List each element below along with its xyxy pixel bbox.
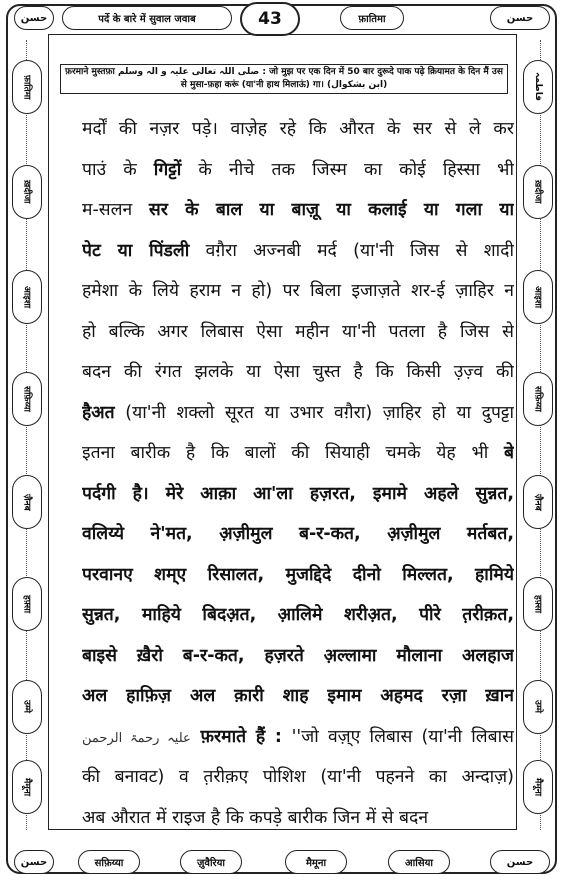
- left-medallion: सफ़िय्या: [12, 372, 42, 426]
- left-medallion: उम्मे: [12, 680, 42, 734]
- right-medallion: उम्मे: [523, 680, 553, 734]
- left-medallion: आइशा: [12, 270, 42, 324]
- text-line: अब औरात में राइज है कि कपड़े बारीक जिन में से बदन: [82, 807, 429, 828]
- farmaan-e-mustafa-box: [60, 64, 508, 94]
- text-line: पर्दगी है। मेरे आक़ा आ'ला हज़रत, इमामे अहले सुन्नत,: [82, 483, 514, 504]
- book-title-header: पर्दे के बारे में सुवाल जवाब: [62, 6, 232, 30]
- footer-label: ज़ुवैरिया: [180, 850, 242, 874]
- left-medallion: हफ़्सा: [12, 577, 42, 631]
- text-line: की बनावट) व त़रीक़ए पोशिश (या'नी पहनने का अन्दाज़): [82, 767, 514, 787]
- right-medallion: सफ़िय्या: [523, 372, 553, 426]
- text-line: इतना बारीक है कि बालों की सियाही चमके येह भी बे: [82, 443, 514, 463]
- left-medallion: ख़दीजा: [12, 165, 42, 219]
- text-line: पाउं के गिट्टों के नीचे तक जिस्म का कोई हिस्सा भी: [82, 159, 514, 180]
- text-line: علیہ رحمۃ الرحمن फ़रमाते हैं : ''जो वज़्ए लिबास (या'नी लिबास: [82, 726, 514, 747]
- right-medallion: ख़दीजा: [523, 165, 553, 219]
- corner-emblem-top-left: حسن: [14, 6, 54, 30]
- header-name-label: फ़ातिमा: [340, 6, 404, 30]
- corner-emblem-top-right: حسن: [490, 6, 550, 30]
- text-line: हो बल्कि अगर लिबास ऐसा महीन या'नी पतला है जिस से: [82, 321, 514, 342]
- text-line: हमेशा के लिये हराम न हो) पर बिला इजाज़ते शर-ई ज़ाहिर न: [82, 281, 514, 301]
- farmaan-line-2: से मुसा-फ़हा करूं (या'नी हाथ मिलाऊं) गा। (ابن بشکوال): [180, 80, 388, 90]
- text-line: हैअत (या'नी शक्लो सूरत या उभार वग़ैरा) ज़ाहिर हो या दुपट्टा: [82, 402, 514, 423]
- text-line: पेट या पिंडली वग़ैरा अज्नबी मर्द (या'नी जिस से शादी: [82, 240, 514, 261]
- left-medallion: ज़ैनब: [12, 475, 42, 529]
- footer-label: मैमूना: [285, 850, 347, 874]
- left-medallion: मैमूना: [12, 760, 42, 814]
- text-line: बदन की रंगत झलके या ऐसा चुस्त है कि किसी उ़ज़्व की: [82, 362, 514, 382]
- text-line: बाइसे ख़ैरो ब-र-कत, हज़रते अ़ल्लामा मौलाना अलहाज: [82, 645, 514, 666]
- right-medallion: فاطمہ: [523, 60, 553, 114]
- text-line: वलिय्ये ने'मत, अ़ज़ीमुल ब-र-कत, अ़ज़ीमुल मर्तबत,: [82, 524, 514, 544]
- farmaan-line-1: फ़रमाने मुस्तफ़ा صلی اللہ تعالی علیہ و الہ وسلم : जो मुझ पर एक दिन में 50 बार दुरूदे पाक पढ़े क़ियामत के दिन मैं उस: [65, 67, 503, 77]
- corner-emblem-bottom-left: حسن: [14, 850, 54, 874]
- footer-label: आसिया: [388, 850, 450, 874]
- text-line: मर्दों की नज़र पड़े। वाज़ेह रहे कि औरत के सर से ले कर: [82, 119, 514, 139]
- right-medallion: हफ़्सा: [523, 577, 553, 631]
- arabic-honorific: علیہ رحمۃ الرحمن: [82, 730, 191, 746]
- footer-label: सफ़िय्या: [78, 850, 140, 874]
- left-medallion: फ़ातिमा: [12, 60, 42, 114]
- text-line: अल हाफ़िज़ अल क़ारी शाह इमाम अहमद रज़ा ख़ान: [82, 686, 514, 706]
- right-medallion: मैमूना: [523, 760, 553, 814]
- text-line: सुन्नत, माहिये बिदअ़त, आ़लिमे शरीअ़त, पीरे त़रीक़त,: [82, 605, 514, 625]
- right-medallion: ज़ैनब: [523, 475, 553, 529]
- text-line: म-सलन सर के बाल या बाज़ू या कलाई या गला या: [82, 200, 514, 220]
- text-line: परवानए शम्ए रिसालत, मुजद्दिदे दीनो मिल्लत, हामिये: [82, 564, 514, 585]
- body-text: [82, 112, 514, 841]
- page-number: 43: [240, 2, 300, 36]
- corner-emblem-bottom-right: حسن: [490, 850, 550, 874]
- right-medallion: आइशा: [523, 270, 553, 324]
